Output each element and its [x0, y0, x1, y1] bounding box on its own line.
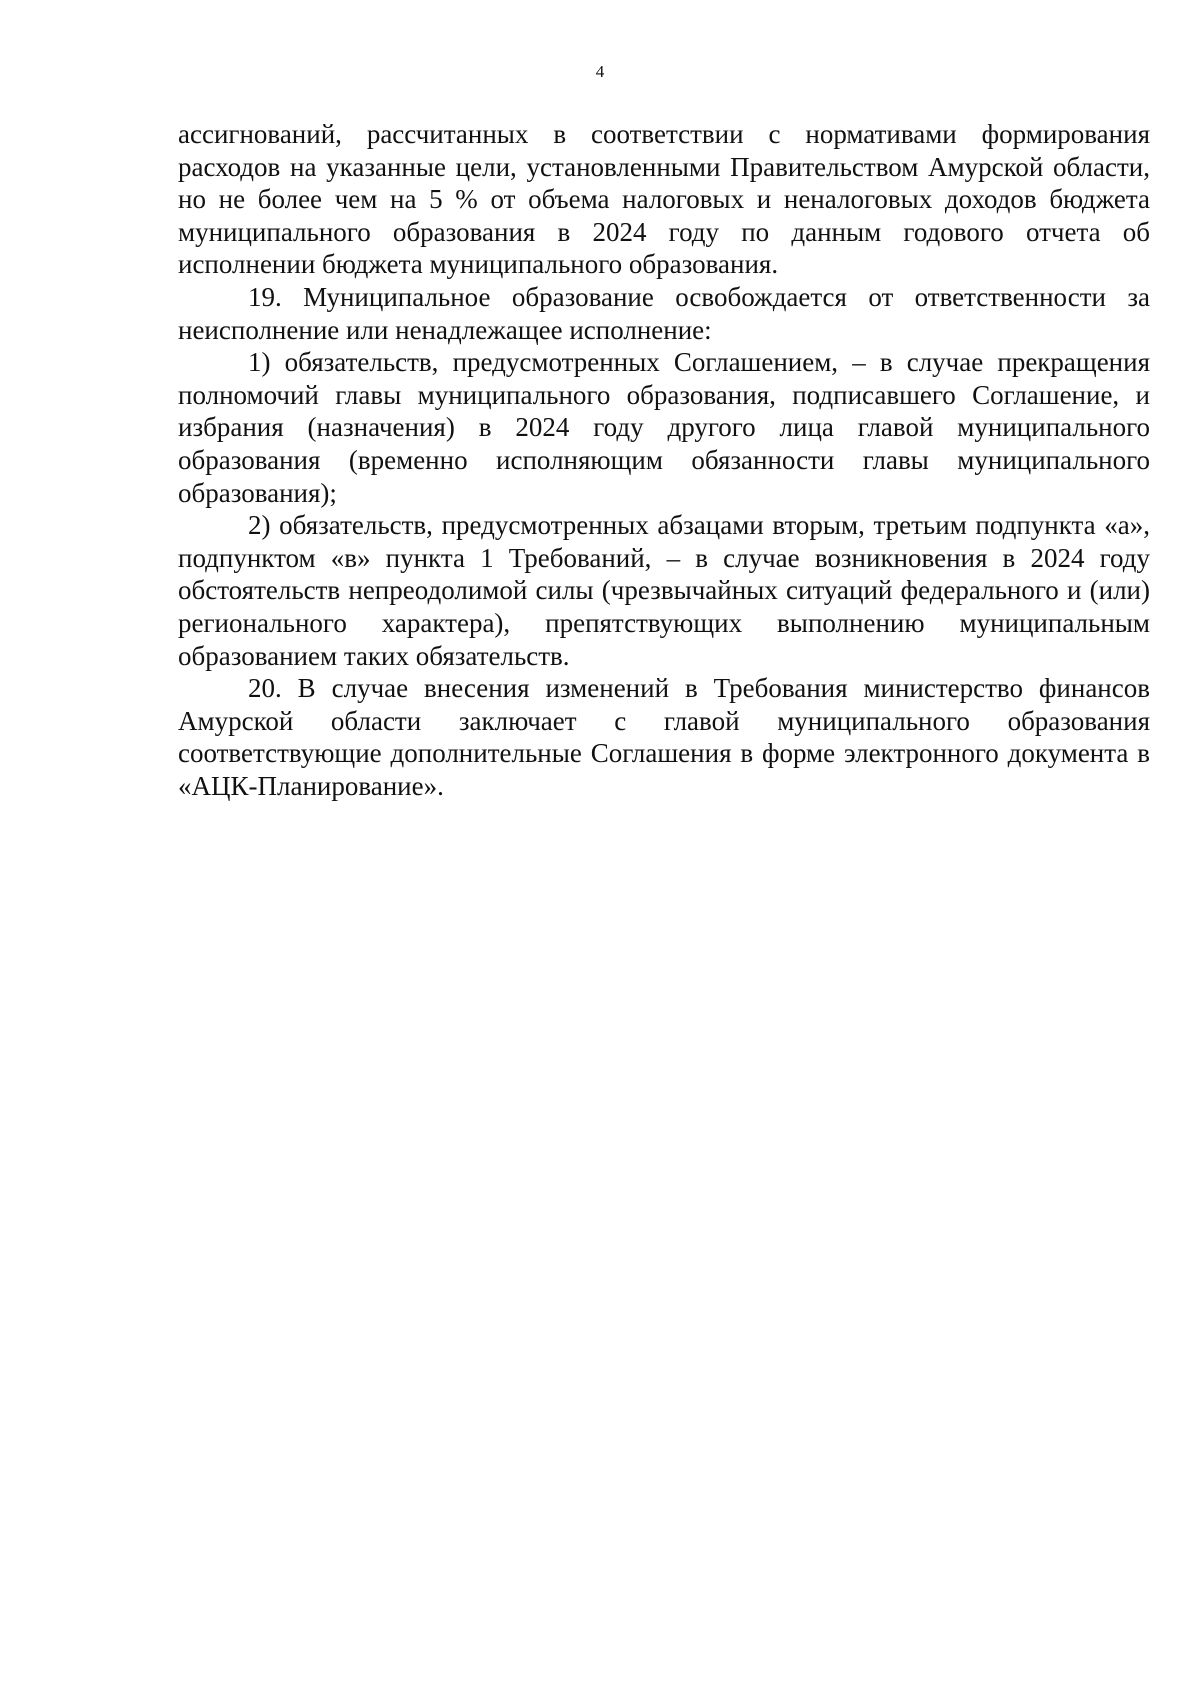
page-number: 4 — [595, 62, 605, 81]
document-body — [178, 118, 1150, 802]
paragraph-item-2: 2) обязательств, предусмотренных абзацами вторым, третьим подпункта «а», подпунктом «в» пункта 1 Требований, – в случае возникновения в 2024 году обстоятельств непреодолимой силы (чрезвычайных ситуаций федерального и (или) регионального характера), препятствующих выполнению муниципальным образованием таких обязательств. — [178, 510, 1150, 671]
paragraph-continuation: ассигнований, рассчитанных в соответствии с нормативами формирования расходов на указанные цели, установленными Правительством Амурской области, но не более чем на 5 % от объема налоговых и неналоговых доходов бюджета муниципального образования в 2024 году по данным годового отчета об исполнении бюджета муниципального образования. — [178, 119, 1150, 280]
paragraph-clause-19: 19. Муниципальное образование освобождается от ответственности за неисполнение или ненадлежащее исполнение: — [178, 281, 1150, 345]
paragraph-item-1: 1) обязательств, предусмотренных Соглашением, – в случае прекращения полномочий главы муниципального образования, подписавшего Соглашение, и избрания (назначения) в 2024 году другого лица главой муниципального образования (временно исполняющим обязанности главы муниципального образования); — [178, 347, 1150, 508]
paragraph-clause-20: 20. В случае внесения изменений в Требования министерство финансов Амурской области заключает с главой муниципального образования соответствующие дополнительные Соглашения в форме электронного документа в «АЦК-Планирование». — [178, 673, 1150, 801]
